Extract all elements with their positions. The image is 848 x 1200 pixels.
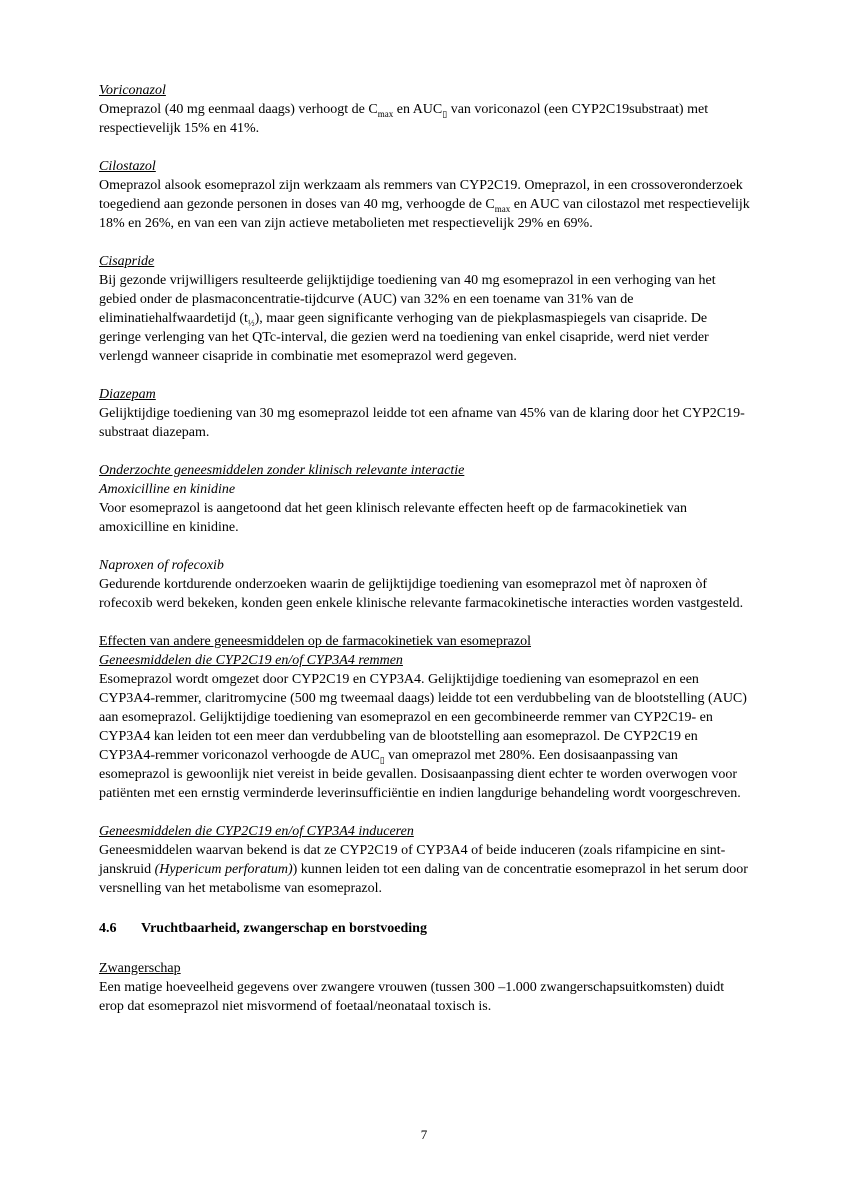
cilostazol-paragraph (99, 176, 750, 233)
section-cilostazol (99, 157, 750, 233)
voriconazol-heading: Voriconazol (99, 83, 166, 98)
section-cisapride (99, 252, 750, 366)
section-title: Vruchtbaarheid, zwangerschap en borstvoeding (141, 921, 427, 936)
zwangerschap-heading: Zwangerschap (99, 961, 181, 976)
section-effects (99, 632, 750, 898)
subscript-box: ▯ (379, 754, 385, 765)
cyp-inducers-heading: Geneesmiddelen die CYP2C19 en/of CYP3A4 induceren (99, 824, 414, 839)
page-number: 7 (420, 1127, 428, 1142)
amoxicilline-heading: Amoxicilline en kinidine (99, 482, 236, 497)
document-content (99, 81, 750, 1035)
text-segment: Omeprazol alsook esomeprazol zijn werkzaam als remmers van CYP2C19. Omeprazol, in een crossoveronderzoek toegediend aan gezonde personen in doses van 40 mg, verhoogde de C (99, 178, 743, 212)
no-interaction-heading: Onderzochte geneesmiddelen zonder klinisch relevante interactie (99, 463, 465, 478)
text-segment: Bij gezonde vrijwilligers resulteerde gelijktijdige toediening van 40 mg esomeprazol in een verhoging van het gebied onder de plasmaconcentratie-tijdcurve (AUC) van 32% en een toename van 31% van de eliminatiehalfwaardetijd (t (99, 273, 716, 326)
subsection-cyp-inducers (99, 822, 750, 898)
effects-heading: Effecten van andere geneesmiddelen op de farmacokinetiek van esomeprazol (99, 634, 531, 649)
section-number: 4.6 (99, 921, 117, 936)
section-no-interaction (99, 461, 750, 613)
cisapride-heading: Cisapride (99, 254, 155, 269)
section-4-6-heading (99, 919, 750, 938)
section-diazepam (99, 385, 750, 442)
subsection-naproxen (99, 556, 750, 613)
text-segment: en AUC van cilostazol met respectievelijk 18% en 26%, en van een van zijn actieve metabolieten met respectievelijk 29% en 69%. (99, 197, 750, 231)
text-segment: Esomeprazol wordt omgezet door CYP2C19 en CYP3A4. Gelijktijdige toediening van esomeprazol en een CYP3A4-remmer, claritromycine (500 mg tweemaal daags) leidde tot een verdubbeling van de blootstelling (AUC) aan esomeprazol. Gelijktijdige toediening van esomeprazol en een gecombineerde remmer van CYP2C19- en CYP3A4 kan leiden tot een meer dan verdubbeling van de blootstelling aan esomeprazol. De CYP2C19 en CYP3A4-remmer voriconazol verhoogde de AUC (99, 672, 747, 763)
diazepam-heading: Diazepam (99, 387, 156, 402)
text-segment: Omeprazol (40 mg eenmaal daags) verhoogt de C (99, 102, 378, 117)
subsection-amoxicilline (99, 480, 750, 537)
cyp-inhibitors-heading: Geneesmiddelen die CYP2C19 en/of CYP3A4 remmen (99, 653, 403, 668)
text-segment: van voriconazol (een CYP2C19substraat) met respectievelijk 15% en 41%. (99, 102, 709, 136)
text-segment: en AUC (393, 102, 443, 117)
subscript-box: ▯ (442, 108, 448, 119)
subsection-cyp-inhibitors (99, 651, 750, 803)
cilostazol-heading: Cilostazol (99, 159, 156, 174)
cisapride-paragraph (99, 271, 750, 366)
amoxicilline-paragraph: Voor esomeprazol is aangetoond dat het geen klinisch relevante effecten heeft op de farmacokinetiek van amoxicilline en kinidine. (99, 501, 688, 535)
latin-name: (Hypericum perforatum) (154, 862, 293, 877)
diazepam-paragraph: Gelijktijdige toediening van 30 mg esomeprazol leidde tot een afname van 45% van de klaring door het CYP2C19-substraat diazepam. (99, 406, 745, 440)
section-voriconazol (99, 81, 750, 138)
voriconazol-paragraph (99, 100, 750, 138)
text-segment: ), maar geen significante verhoging van de piekplasmaspiegels van cisapride. De geringe verlenging van het QTc-interval, die gezien werd na toediening van enkel cisapride, werd niet verder verlengd wanneer cisapride in combinatie met esomeprazol werd gegeven. (99, 311, 709, 364)
cyp-inhibitors-paragraph (99, 670, 750, 803)
naproxen-paragraph: Gedurende kortdurende onderzoeken waarin de gelijktijdige toediening van esomeprazol met òf naproxen òf rofecoxib werd bekeken, konden geen enkele klinische relevante farmacokinetische interacties worden vastgesteld. (99, 577, 744, 611)
subscript-max: max (494, 203, 511, 214)
section-zwangerschap (99, 959, 750, 1016)
naproxen-heading: Naproxen of rofecoxib (99, 558, 224, 573)
subscript-half: ½ (247, 317, 255, 328)
text-segment: van omeprazol met 280%. Een dosisaanpassing van esomeprazol is gewoonlijk niet vereist in beide gevallen. Dosisaanpassing dient echter te worden overwogen voor patiënten met een ernstig verminderde leverinsufficiëntie en indien langdurige behandeling wordt voorgeschreven. (99, 748, 741, 801)
cyp-inducers-paragraph (99, 841, 750, 898)
text-segment: Geneesmiddelen waarvan bekend is dat ze CYP2C19 of CYP3A4 of beide induceren (zoals rifampicine en sint-janskruid (99, 843, 726, 877)
zwangerschap-paragraph: Een matige hoeveelheid gegevens over zwangere vrouwen (tussen 300 –1.000 zwangerschapsuitkomsten) duidt erop dat esomeprazol niet misvormend of foetaal/neonataal toxisch is. (99, 980, 725, 1014)
subscript-max: max (377, 108, 394, 119)
text-segment: ) kunnen leiden tot een daling van de concentratie esomeprazol in het serum door versnelling van het metabolisme van esomeprazol. (99, 862, 748, 896)
